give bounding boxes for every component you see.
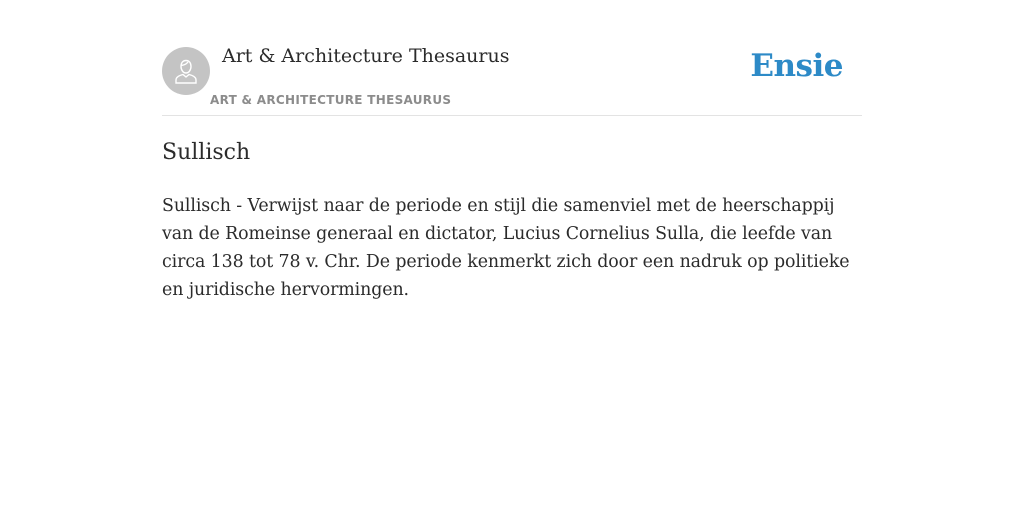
avatar[interactable] — [162, 47, 210, 95]
author-name[interactable]: Art & Architecture Thesaurus — [222, 45, 510, 67]
source-label[interactable]: ART & ARCHITECTURE THESAURUS — [210, 93, 452, 107]
article-header — [162, 0, 862, 116]
article-body: Sullisch - Verwijst naar de periode en stijl die samenviel met de heerschappij van de Romeinse generaal en dictator, Lucius Cornelius Sulla, die leefde van circa 138 tot 78 v. Chr. De periode kenmerkt zich door een nadruk op politieke en juridische hervormingen. — [162, 196, 850, 300]
user-icon — [171, 56, 201, 86]
article-card — [162, 0, 862, 300]
article-title: Sullisch — [162, 140, 251, 165]
brand-logo[interactable]: Ensie — [750, 48, 843, 84]
